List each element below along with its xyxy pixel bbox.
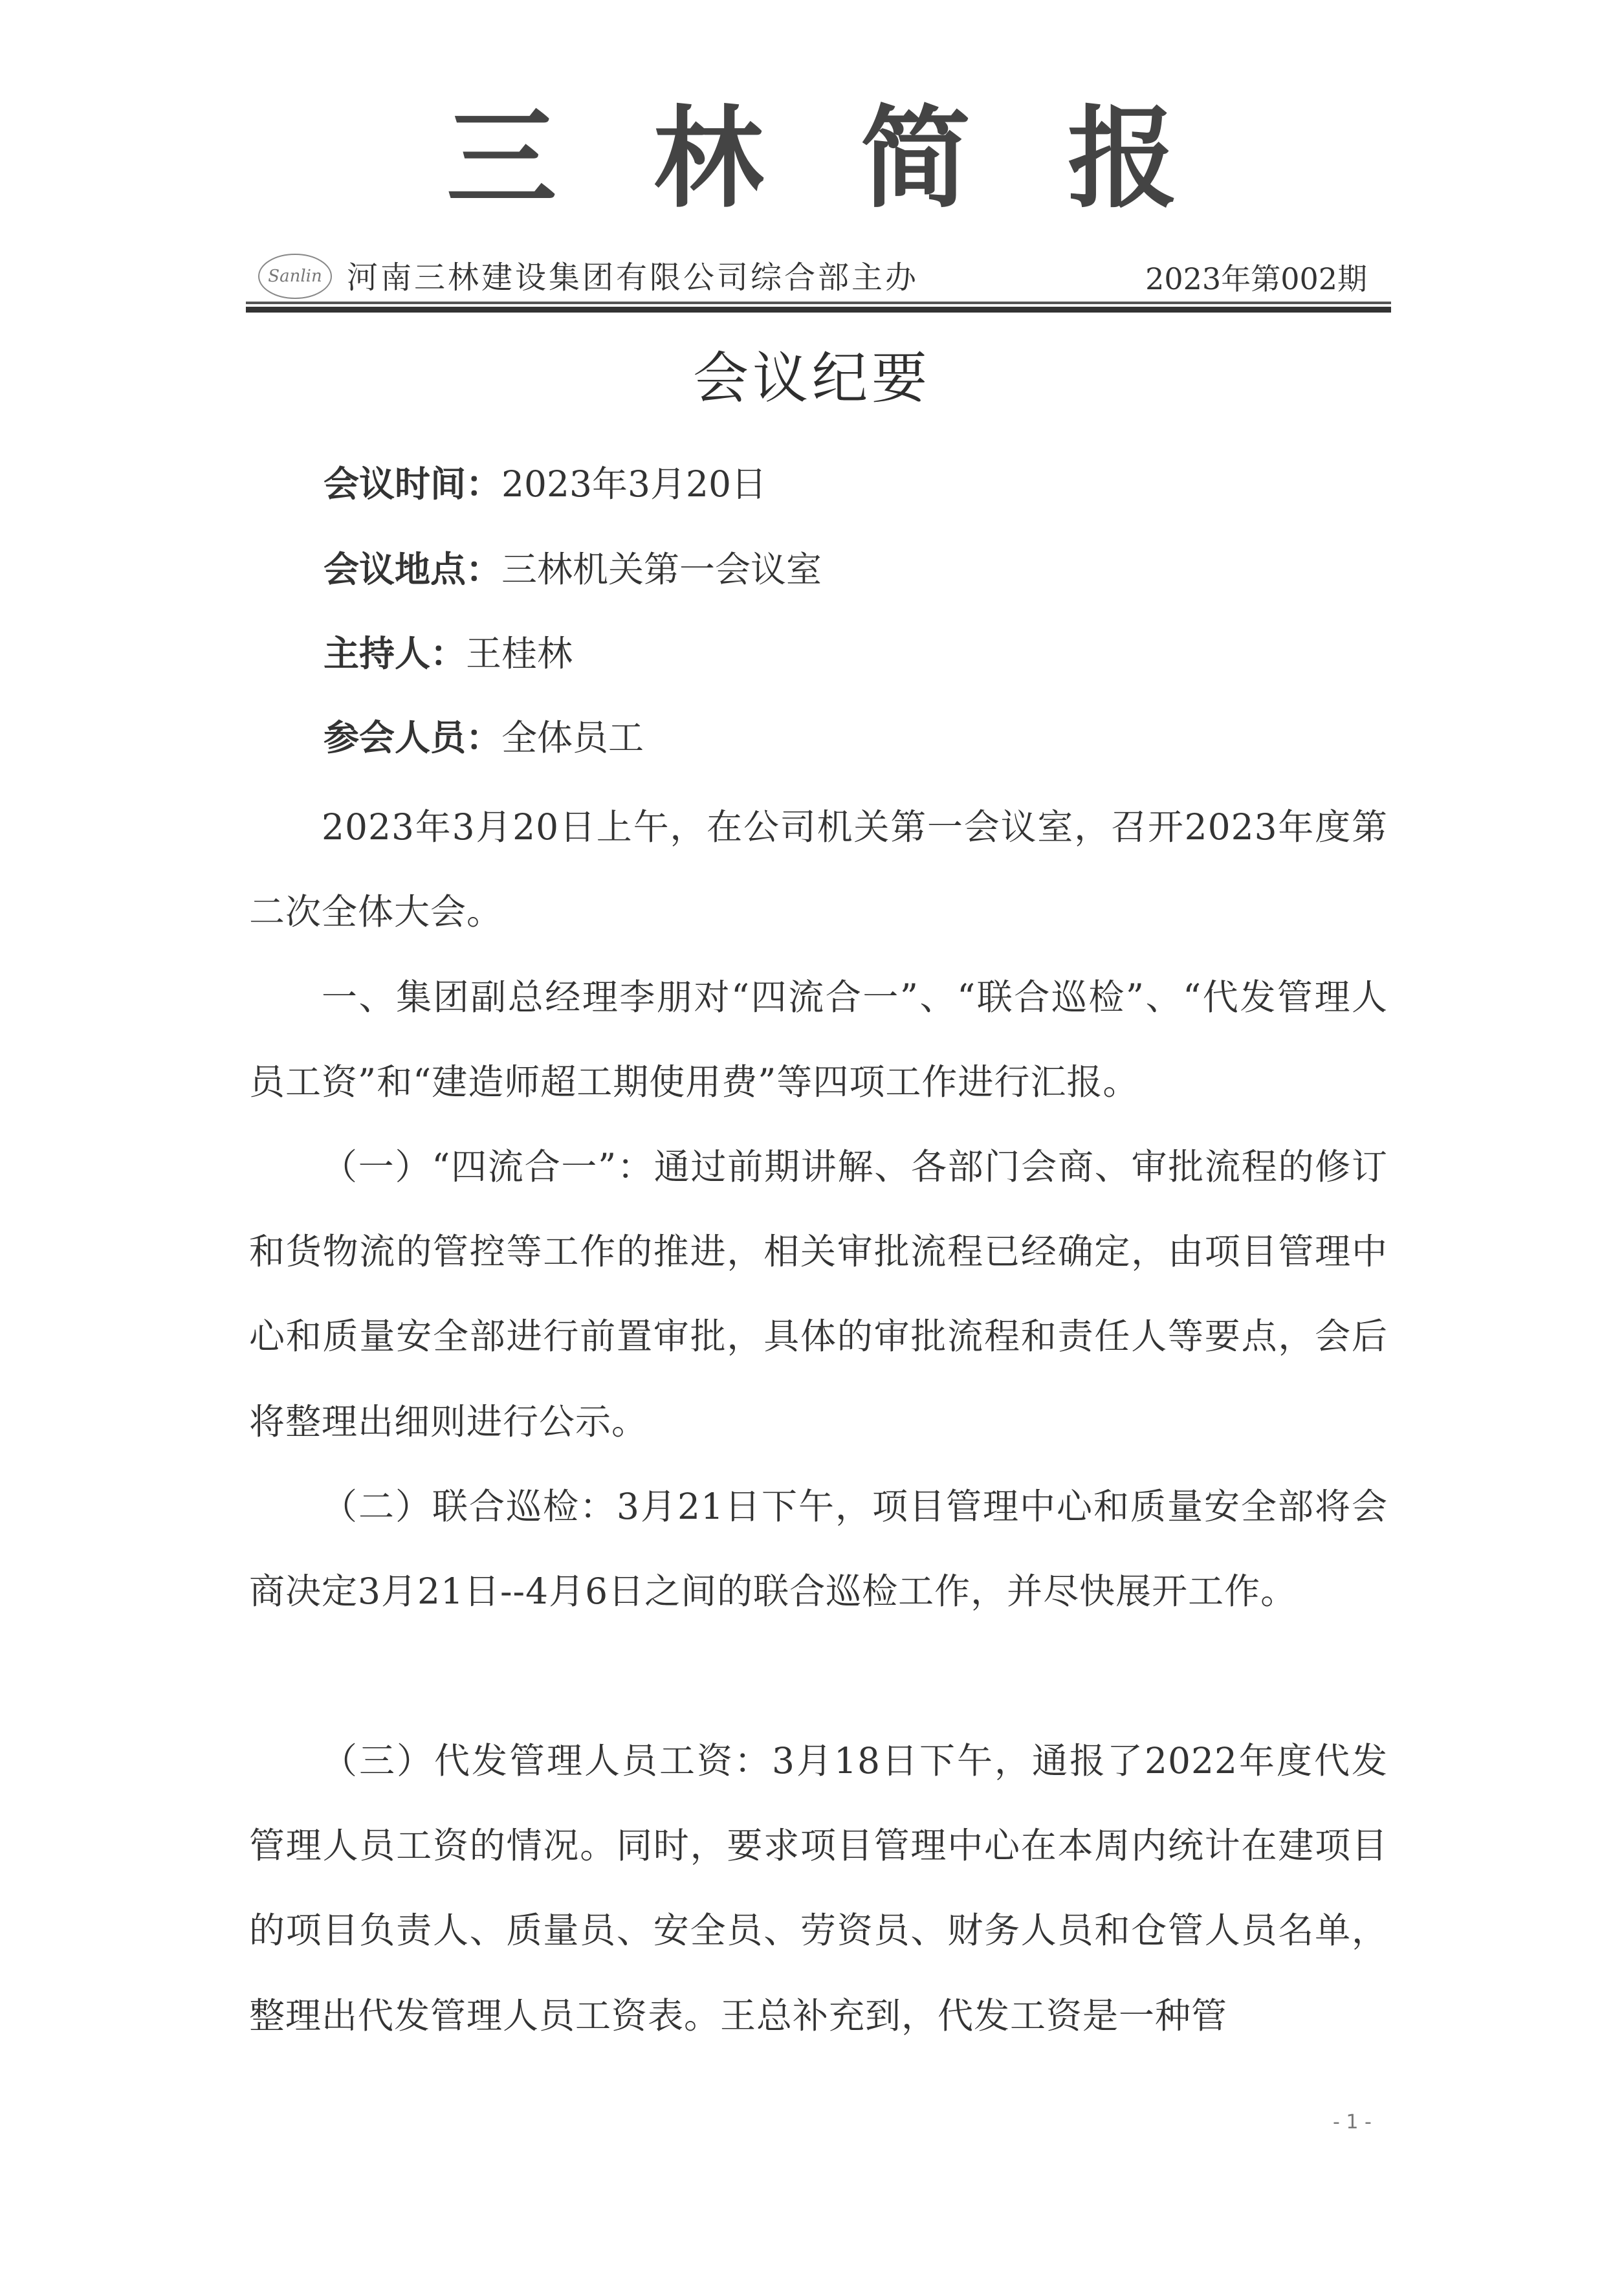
meeting-time-label: 会议时间：: [324, 463, 502, 505]
meeting-attendees-label: 参会人员：: [324, 716, 502, 758]
meeting-host-label: 主持人：: [324, 632, 466, 674]
page-number: - 1 -: [1333, 2111, 1372, 2134]
paragraph-item-one: （一）“四流合一”：通过前期讲解、各部门会商、审批流程的修订和货物流的管控等工作的推进，相关审批流程已经确定，由项目管理中心和质量安全部进行前置审批，具体的审批流程和责任人等要点，会后将整理出细则进行公示。: [249, 1146, 1388, 1442]
meeting-place: [324, 547, 822, 592]
issue-number: 2023年第002期: [1145, 261, 1367, 296]
meeting-attendees-value: 全体员工: [501, 717, 644, 758]
company-logo-icon: [256, 250, 334, 302]
paragraph-intro: 2023年3月20日上午，在公司机关第一会议室，召开2023年度第二次全体大会。: [249, 806, 1388, 933]
meeting-time-value: 2023年3月20日: [501, 463, 767, 505]
paragraph-item-three: （三）代发管理人员工资：3月18日下午，通报了2022年度代发管理人员工资的情况。同时，要求项目管理中心在本周内统计在建项目的项目负责人、质量员、安全员、劳资员、财务人员和仓管人员名单，整理出代发管理人员工资表。王总补充到，代发工资是一种管: [249, 1740, 1388, 2036]
meeting-place-value: 三林机关第一会议室: [501, 549, 822, 590]
header-rule-thin: [246, 302, 1391, 304]
paragraph-item-two: （二）联合巡检：3月21日下午，项目管理中心和质量安全部将会商决定3月21日--4月6日之间的联合巡检工作，并尽快展开工作。: [249, 1486, 1388, 1613]
header-rule-thick: [246, 307, 1391, 313]
meeting-attendees: [324, 715, 644, 760]
subhead: [251, 249, 1383, 307]
sponsor-text: 河南三林建设集团有限公司综合部主办: [347, 259, 919, 296]
logo-text: Sanlin: [268, 267, 322, 286]
meeting-place-label: 会议地点：: [324, 548, 502, 590]
masthead-title: 三林简报: [446, 94, 1275, 223]
paragraph-section-one: 一、集团副总经理李朋对“四流合一”、“联合巡检”、“代发管理人员工资”和“建造师超工期使用费”等四项工作进行汇报。: [249, 976, 1388, 1103]
meeting-time: [324, 461, 767, 507]
meeting-host: [324, 631, 573, 676]
document-title: 会议纪要: [693, 346, 931, 411]
meeting-host-value: 王桂林: [466, 633, 573, 674]
